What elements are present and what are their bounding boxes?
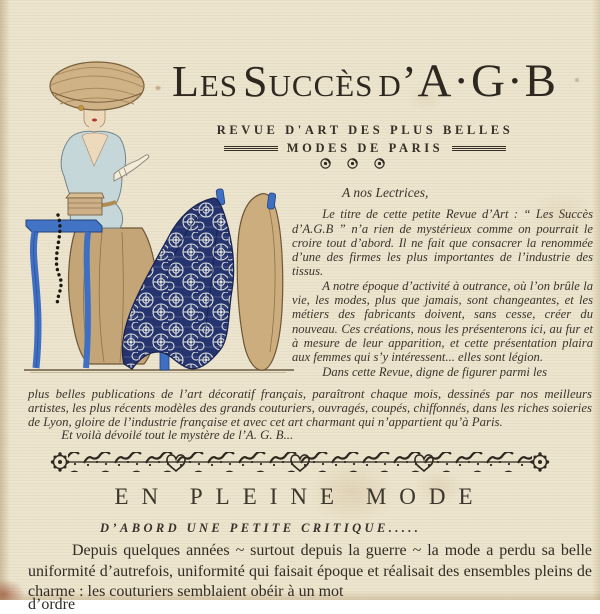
letter-paragraph: Le titre de cette petite Revue d’Art : “ Les Succès d’A.G.B ” n’a rien de mystérieux comme on pourrait le croire tout d’abord. Il ne fait que consacrer la renommée d’une des firmes les plus importantes de l’industrie des tissus. (292, 207, 593, 279)
rosette-icon (374, 158, 385, 169)
title-word-agb: A·G·B (417, 55, 559, 107)
title-word-les: Les (171, 57, 239, 106)
title-word-d: d’ (378, 57, 418, 106)
title-word-succes: Succès (243, 57, 374, 106)
masthead (150, 54, 580, 156)
subtitle-line2: MODES DE PARIS (286, 141, 444, 155)
letter-wide-block (28, 388, 592, 443)
letter-paragraph: A notre époque d’activité à outrance, où l’on brûle la vie, les modes, plus que jamais, sont changeantes, et les métiers des fabricants doivent, sans cesse, créer du nouveau. Ces créations, nous les présenterons ici, au fur et à mesure de leur apparition, et cette présentation plaira aux femmes qui s’y intéressent... elles sont légion. (292, 278, 593, 365)
box-on-table (66, 193, 104, 215)
rosette-icon (320, 158, 331, 169)
lace-border-ornament (52, 449, 548, 477)
letter-paragraph: Dans cette Revue, digne de figurer parmi les (322, 364, 547, 379)
article-body (28, 541, 592, 603)
chair-finial-right (267, 193, 276, 210)
double-rule-right (452, 146, 506, 151)
article-subheading: D’ABORD UNE PETITE CRITIQUE..... (100, 521, 422, 535)
article-heading: EN PLEINE MODE (114, 484, 486, 509)
rosette-ornament-row (320, 158, 385, 169)
rosette-icon (347, 158, 358, 169)
letter-continuation: plus belles publications de l’art décoratif français, paraîtront chaque mois, dessinés par nos meilleurs artistes, les plus récents modèles des grands couturiers, ouvragés, coupés, chiffonnés, dans les riches soieries de Lyon, gloire de l’industrie française et avec cet art charmant qui n’appartient qu’à Paris. (28, 387, 592, 429)
lace-end-rosette (531, 452, 549, 471)
article-cutoff-line: d’ordre (28, 596, 76, 613)
article-paragraph: Depuis quelques années ~ surtout depuis la guerre ~ la mode a perdu sa belle uniformité d’autrefois, uniformité qui faisait époque et réalisait des ensembles pleins de charme : les couturiers semblaient obéir à un mot (28, 542, 592, 600)
ground-line (24, 370, 294, 373)
letter-salutation: A nos Lectrices, (342, 185, 429, 200)
magazine-title (150, 54, 580, 119)
subtitle-line1: REVUE D'ART DES PLUS BELLES (216, 123, 514, 137)
subtitle-line2-row (150, 141, 580, 156)
draped-silk-group (122, 189, 282, 371)
lace-end-rosette (51, 452, 69, 471)
lips (92, 119, 97, 122)
letter-closing-line: Et voilà dévoilé tout le mystère de l’A. G. B... (61, 428, 294, 443)
earring (78, 105, 83, 110)
letter-column (292, 186, 593, 379)
double-rule-left (224, 146, 278, 151)
tan-fabric-roll (237, 194, 283, 371)
